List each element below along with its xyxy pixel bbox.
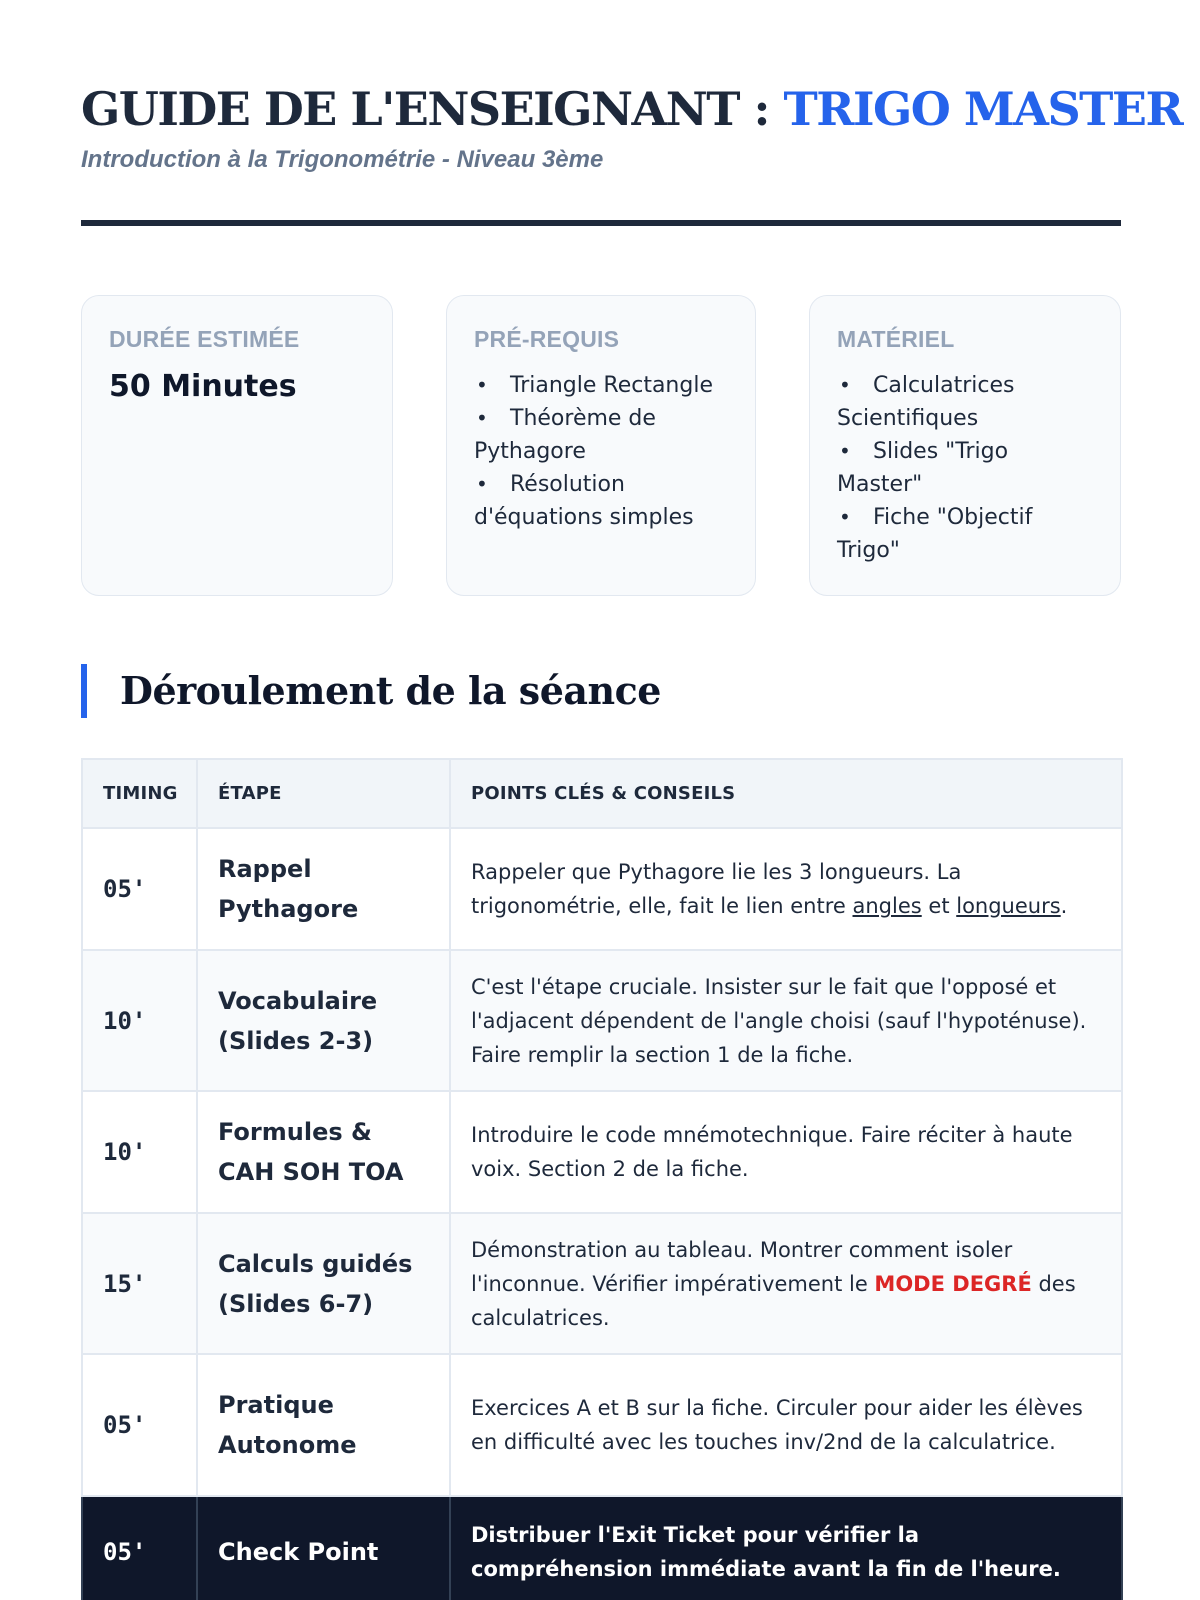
session-plan-table (81, 758, 1123, 1600)
duration-label: DURÉE ESTIMÉE (109, 326, 300, 352)
material-label: MATÉRIEL (837, 326, 955, 352)
step-cell: Calculs guidés (Slides 6-7) (197, 1213, 450, 1354)
notes-text: et (921, 894, 957, 918)
column-header-timing: TIMING (82, 759, 197, 828)
timing-cell: 05' (82, 1496, 197, 1600)
notes-cell: Distribuer l'Exit Ticket pour vérifier la compréhension immédiate avant la fin de l'heure. (450, 1496, 1122, 1600)
notes-cell: Exercices A et B sur la fiche. Circuler pour aider les élèves en difficulté avec les touches inv/2nd de la calculatrice. (450, 1354, 1122, 1496)
step-cell: Formules & CAH SOH TOA (197, 1091, 450, 1213)
prerequisites-card (446, 295, 756, 596)
warning-highlight: MODE DEGRÉ (874, 1271, 1032, 1296)
notes-text: Démonstration au tableau. Montrer comment isoler l'inconnue. Vérifier impérativement le (471, 1237, 1013, 1296)
material-card (809, 295, 1121, 596)
table-row (82, 828, 1122, 950)
notes-cell: Introduire le code mnémotechnique. Faire réciter à haute voix. Section 2 de la fiche. (450, 1091, 1122, 1213)
page-title (81, 82, 1182, 136)
prerequisites-list (474, 369, 728, 534)
prerequisite-item: • Théorème de Pythagore (474, 402, 728, 468)
duration-card (81, 295, 393, 596)
timing-cell: 15' (82, 1213, 197, 1354)
table-row-highlighted (82, 1496, 1122, 1600)
step-cell: Rappel Pythagore (197, 828, 450, 950)
table-header-row (82, 759, 1122, 828)
table-row (82, 1354, 1122, 1496)
step-cell: Vocabulaire (Slides 2-3) (197, 950, 450, 1091)
notes-cell (450, 1213, 1122, 1354)
timing-cell: 10' (82, 1091, 197, 1213)
step-cell: Check Point (197, 1496, 450, 1600)
timing-cell: 05' (82, 828, 197, 950)
table-row (82, 1091, 1122, 1213)
page-title-accent: TRIGO MASTER (783, 82, 1183, 136)
table-row (82, 1213, 1122, 1354)
notes-cell: C'est l'étape cruciale. Insister sur le fait que l'opposé et l'adjacent dépendent de l'angle choisi (sauf l'hypoténuse). Faire remplir la section 1 de la fiche. (450, 950, 1122, 1091)
prerequisites-label: PRÉ-REQUIS (474, 326, 620, 352)
duration-value: 50 Minutes (109, 369, 297, 404)
notes-text: . (1060, 894, 1068, 918)
page-title-main: GUIDE DE L'ENSEIGNANT : (81, 82, 784, 136)
prerequisite-item: • Triangle Rectangle (474, 369, 728, 402)
step-cell: Pratique Autonome (197, 1354, 450, 1496)
underlined-term: longueurs (956, 894, 1061, 918)
table-row (82, 950, 1122, 1091)
section-title: Déroulement de la séance (81, 664, 661, 718)
timing-cell: 05' (82, 1354, 197, 1496)
underlined-term: angles (852, 894, 922, 918)
page-subtitle: Introduction à la Trigonométrie - Niveau 3ème (81, 146, 604, 173)
timing-cell: 10' (82, 950, 197, 1091)
material-list (837, 369, 1093, 567)
material-item: • Calculatrices Scientifiques (837, 369, 1093, 435)
column-header-step: ÉTAPE (197, 759, 450, 828)
material-item: • Fiche "Objectif Trigo" (837, 501, 1093, 567)
notes-text: Rappeler que Pythagore lie les 3 longueurs. La trigonométrie, elle, fait le lien entre (471, 860, 962, 918)
notes-text: des calculatrices. (471, 1271, 1076, 1330)
notes-cell (450, 828, 1122, 950)
prerequisite-item: • Résolution d'équations simples (474, 468, 728, 534)
material-item: • Slides "Trigo Master" (837, 435, 1093, 501)
header-divider (81, 220, 1121, 226)
column-header-notes: POINTS CLÉS & CONSEILS (450, 759, 1122, 828)
